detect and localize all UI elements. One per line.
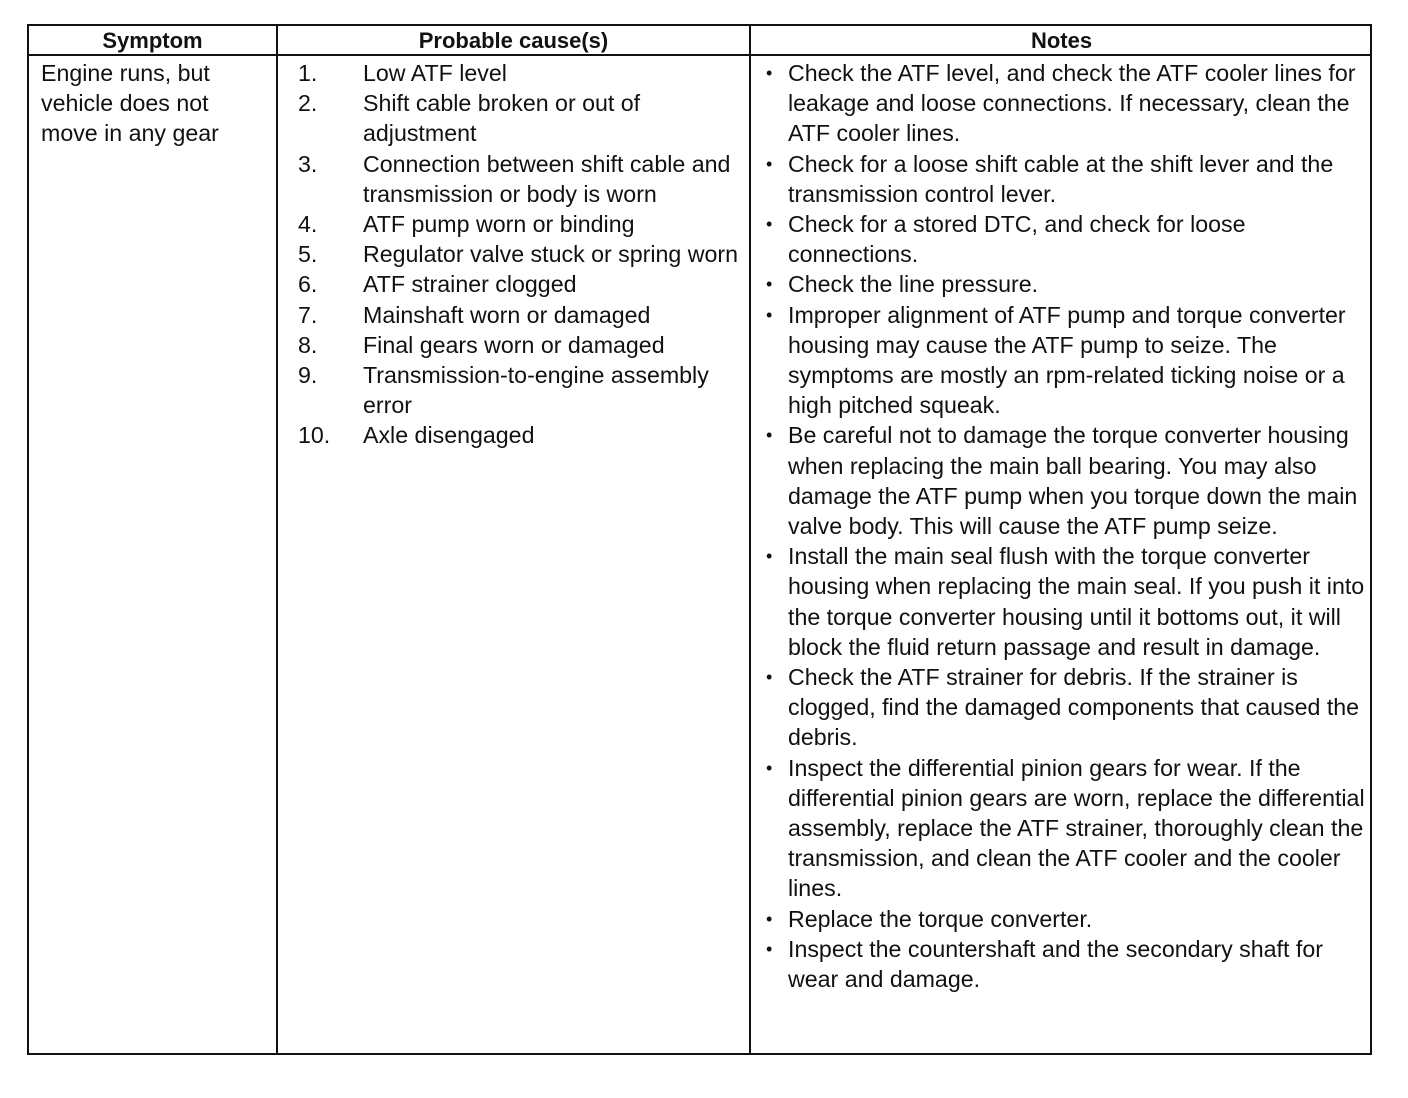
causes-list (278, 58, 747, 451)
note-text: Replace the torque converter. (788, 905, 1093, 932)
note-item (751, 541, 1372, 662)
header-symptom: Symptom (102, 28, 203, 53)
bullet-icon: • (766, 757, 773, 778)
cause-text: Mainshaft worn or damaged (363, 301, 651, 328)
cause-number: 3. (298, 150, 318, 177)
bullet-icon: • (766, 274, 773, 295)
table-header-row (29, 26, 1370, 56)
note-item (751, 662, 1372, 753)
bullet-icon: • (766, 667, 773, 688)
note-text: Check the ATF level, and check the ATF cooler lines for leakage and loose connections. If necessary, clean the ATF cooler lines. (788, 60, 1356, 147)
cause-item (278, 209, 747, 239)
cause-text: Shift cable broken or out of adjustment (363, 90, 641, 147)
cause-item (278, 88, 747, 148)
cause-number: 10. (298, 422, 331, 449)
header-notes: Notes (1030, 28, 1093, 53)
cause-number: 2. (298, 90, 318, 117)
note-item (751, 149, 1372, 209)
note-text: Inspect the differential pinion gears for wear. If the differential pinion gears are worn, replace the differential assembly, replace the ATF strainer, thoroughly clean the transmission, and clean the ATF cooler and the cooler lines. (788, 754, 1365, 902)
cause-text: Final gears worn or damaged (363, 331, 665, 358)
cause-number: 1. (298, 60, 318, 86)
bullet-icon: • (766, 63, 773, 83)
bullet-icon: • (766, 546, 773, 567)
bullet-icon: • (766, 938, 773, 959)
cause-text: Connection between shift cable and transmission or body is worn (363, 150, 731, 207)
note-text: Be careful not to damage the torque converter housing when replacing the main ball bearing. You may also damage the ATF pump when you torque down the main valve body. This will cause the ATF pump seize. (788, 422, 1358, 540)
bullet-icon: • (766, 425, 773, 446)
cause-number: 4. (298, 211, 318, 238)
cause-item (278, 420, 747, 450)
cause-item (278, 300, 747, 330)
note-text: Check for a stored DTC, and check for loose connections. (788, 211, 1246, 268)
bullet-icon: • (766, 153, 773, 174)
cause-item (278, 149, 747, 209)
cause-item (278, 239, 747, 269)
bullet-icon: • (766, 214, 773, 235)
cause-text: Low ATF level (363, 60, 507, 86)
cause-item (278, 330, 747, 360)
cause-item (278, 269, 747, 299)
note-item (751, 904, 1372, 934)
cause-text: Regulator valve stuck or spring worn (363, 241, 739, 268)
note-item (751, 300, 1372, 421)
note-item (751, 934, 1372, 994)
note-text: Install the main seal flush with the torque converter housing when replacing the main seal. If you push it into the torque converter housing until it bottoms out, it will block the fluid return passage and result in damage. (788, 543, 1365, 660)
cause-number: 8. (298, 331, 318, 358)
bullet-icon: • (766, 304, 773, 325)
note-item (751, 58, 1372, 149)
note-item (751, 753, 1372, 904)
note-text: Check the ATF strainer for debris. If the strainer is clogged, find the damaged components that caused the debris. (788, 664, 1360, 751)
symptom-cell: Engine runs, but vehicle does not move in any gear (41, 60, 219, 147)
note-text: Check the line pressure. (788, 271, 1039, 298)
note-item (751, 269, 1372, 299)
cause-number: 7. (298, 301, 318, 328)
note-text: Inspect the countershaft and the secondary shaft for wear and damage. (788, 935, 1323, 993)
cause-item (278, 360, 747, 420)
note-text: Improper alignment of ATF pump and torque converter housing may cause the ATF pump to seize. The symptoms are mostly an rpm-related ticking noise or a high pitched squeak. (788, 301, 1346, 419)
cause-number: 9. (298, 362, 318, 389)
cause-number: 5. (298, 241, 318, 268)
cause-text: ATF pump worn or binding (363, 211, 635, 238)
cause-text: Axle disengaged (363, 422, 535, 449)
note-text: Check for a loose shift cable at the shift lever and the transmission control lever. (788, 150, 1334, 207)
troubleshooting-table (27, 24, 1372, 1055)
cause-text: Transmission-to-engine assembly error (363, 362, 709, 419)
cause-number: 6. (298, 271, 318, 298)
notes-list (751, 58, 1372, 994)
header-probable-causes: Probable cause(s) (418, 28, 609, 53)
note-item (751, 420, 1372, 541)
note-item (751, 209, 1372, 269)
cause-text: ATF strainer clogged (363, 271, 577, 298)
cause-item (278, 58, 747, 88)
bullet-icon: • (766, 908, 773, 929)
